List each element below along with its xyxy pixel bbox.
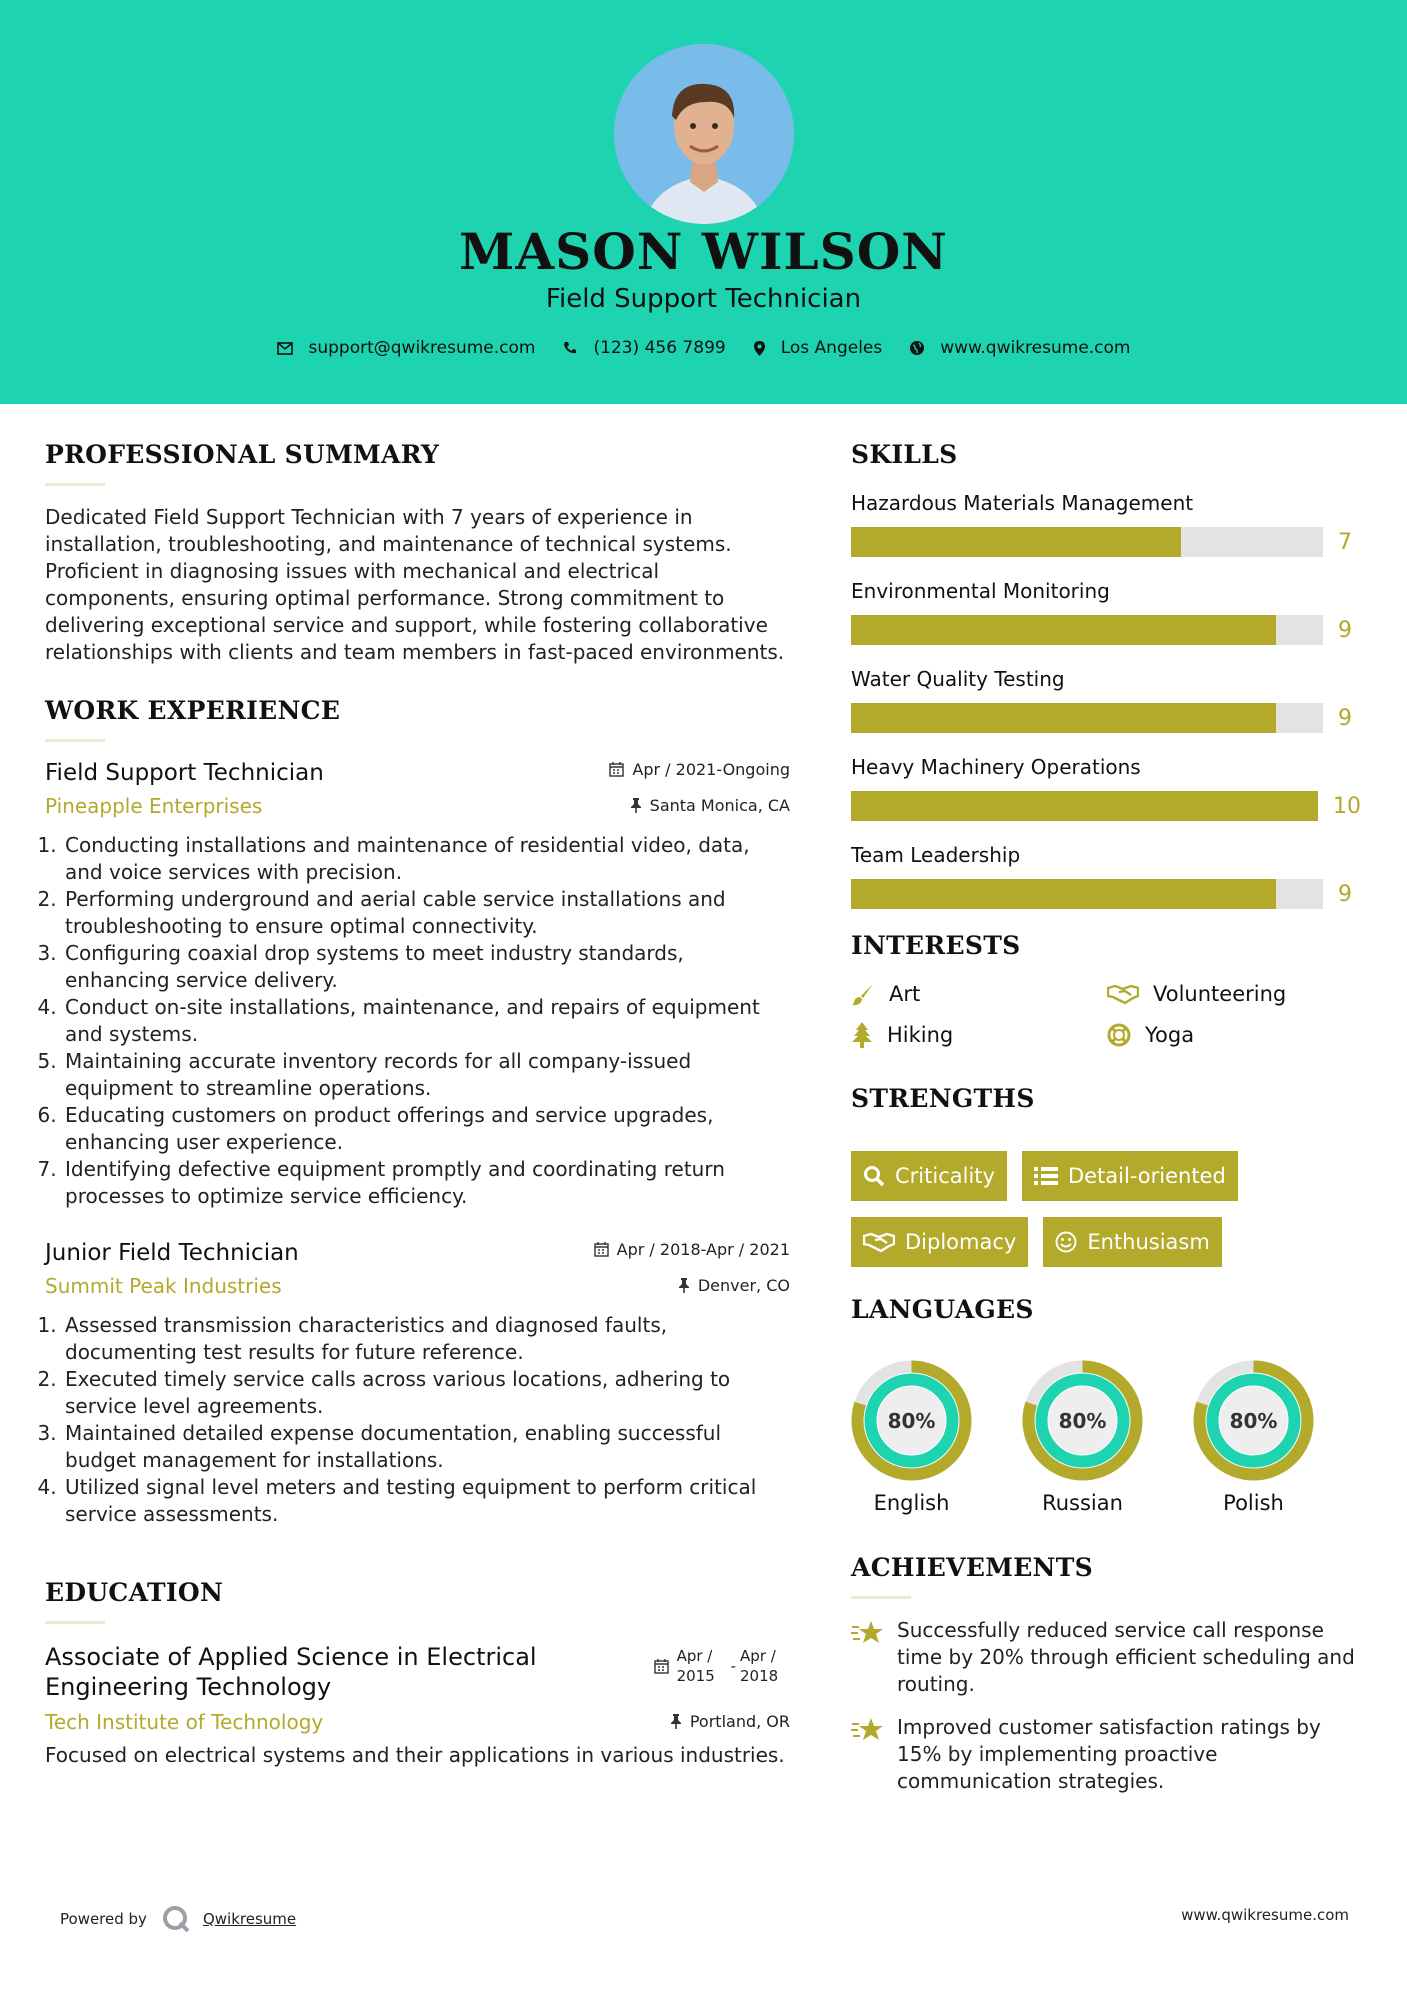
skill-name: Hazardous Materials Management (851, 491, 1194, 515)
qwikresume-logo-icon (161, 1904, 191, 1934)
list-item: 2. Performing underground and aerial cable service installations and troubleshooting to ensure optimal connectivity. (63, 886, 790, 940)
skill-level: 9 (1338, 705, 1352, 731)
language-item (1022, 1360, 1143, 1515)
skill-item (851, 491, 1361, 557)
education-heading: EDUCATION (45, 1578, 224, 1607)
language-ring (851, 1360, 972, 1481)
interest-label: Art (889, 982, 921, 1006)
strength-label: Criticality (895, 1164, 995, 1188)
powered-by-text: Powered by (60, 1910, 147, 1928)
skills-list (851, 491, 1361, 909)
contact-email[interactable] (277, 338, 536, 358)
degree-title: Associate of Applied Science in Electrical Engineering Technology (45, 1643, 537, 1701)
experience-section (45, 696, 790, 1528)
skill-bar (851, 527, 1323, 557)
pushpin-icon (670, 1714, 682, 1729)
school-name: Tech Institute of Technology (45, 1710, 324, 1734)
language-name: Russian (1042, 1491, 1123, 1515)
left-column (45, 440, 790, 1769)
skill-bar-fill (851, 879, 1276, 909)
skill-item (851, 579, 1361, 645)
footer-url[interactable]: www.qwikresume.com (1181, 1906, 1349, 1924)
job-title: Junior Field Technician (45, 1240, 299, 1266)
list-item: 1. Conducting installations and maintenance of residential video, data, and voice services with precision. (63, 832, 790, 886)
strengths-section (851, 1084, 1361, 1267)
job-dates (594, 1240, 790, 1259)
skill-name: Water Quality Testing (851, 667, 1065, 691)
education-end: Apr / 2018 (740, 1647, 779, 1685)
job-location-text: Santa Monica, CA (649, 796, 790, 815)
interests-heading: INTERESTS (851, 931, 1021, 960)
calendar-icon (594, 1242, 609, 1257)
interest-yoga (1107, 1022, 1357, 1048)
strength-label: Enthusiasm (1087, 1230, 1210, 1254)
tree-icon (851, 1022, 873, 1048)
brand-link[interactable]: Qwikresume (202, 1910, 297, 1928)
interests-section (851, 931, 1361, 1048)
skill-name: Team Leadership (851, 843, 1021, 867)
calendar-icon (654, 1659, 669, 1674)
job-entry (45, 760, 790, 1210)
list-item: 2. Executed timely service calls across various locations, adhering to service level agreements. (63, 1366, 790, 1420)
skill-bar-fill (851, 615, 1276, 645)
phone-icon (563, 341, 577, 355)
achievement-text: Improved customer satisfaction ratings by 15% by implementing proactive communication strategies. (897, 1715, 1321, 1793)
languages-list (851, 1360, 1361, 1515)
job-entry (45, 1240, 790, 1528)
job-bullets (45, 1312, 790, 1528)
language-name: Polish (1223, 1491, 1284, 1515)
education-location-text: Portland, OR (689, 1712, 790, 1731)
interest-art (851, 982, 1107, 1006)
search-icon (863, 1165, 885, 1187)
achievement-text: Successfully reduced service call response time by 20% through efficient scheduling and routing. (897, 1618, 1355, 1696)
list-item: 4. Utilized signal level meters and testing equipment to perform critical service assessments. (63, 1474, 790, 1528)
map-pin-icon (754, 341, 765, 356)
list-item: 4. Conduct on-site installations, maintenance, and repairs of equipment and systems. (63, 994, 790, 1048)
education-section (45, 1578, 790, 1769)
candidate-title: Field Support Technician (545, 284, 862, 314)
language-percent: 80% (887, 1408, 936, 1433)
skills-heading: SKILLS (851, 440, 958, 469)
job-location (630, 796, 790, 815)
calendar-icon (609, 762, 624, 777)
skill-bar (851, 791, 1318, 821)
skill-bar (851, 879, 1323, 909)
experience-heading: WORK EXPERIENCE (45, 696, 341, 725)
job-location (678, 1276, 790, 1295)
handshake-icon (1107, 983, 1139, 1005)
achievements-section (851, 1553, 1361, 1795)
pushpin-icon (678, 1278, 690, 1293)
language-item (851, 1360, 972, 1515)
language-ring (1022, 1360, 1143, 1481)
website-text: www.qwikresume.com (940, 338, 1131, 358)
list-item: 6. Educating customers on product offerings and service upgrades, enhancing user experience. (63, 1102, 790, 1156)
list-item: 3. Maintained detailed expense documentation, enabling successful budget management for installations. (63, 1420, 790, 1474)
right-column (851, 440, 1361, 1811)
globe-icon (910, 341, 924, 355)
summary-heading: PROFESSIONAL SUMMARY (45, 440, 440, 469)
strength-label: Detail-oriented (1067, 1164, 1226, 1188)
profile-photo (614, 44, 794, 224)
section-divider (45, 1621, 105, 1624)
language-percent: 80% (1058, 1408, 1107, 1433)
list-icon (1034, 1166, 1058, 1186)
list-item: 3. Configuring coaxial drop systems to meet industry standards, enhancing service delivery. (63, 940, 790, 994)
phone-text: (123) 456 7899 (593, 338, 726, 358)
language-ring (1193, 1360, 1314, 1481)
skill-name: Environmental Monitoring (851, 579, 1110, 603)
skill-item (851, 843, 1361, 909)
contact-website[interactable] (910, 338, 1130, 358)
skill-item (851, 667, 1361, 733)
education-dates: Apr / 2015 - Apr / 2018 (654, 1646, 790, 1686)
strength-badge (851, 1151, 1007, 1201)
job-dates-text: Apr / 2018-Apr / 2021 (616, 1240, 790, 1259)
list-item: 5. Maintaining accurate inventory records for all company-issued equipment to streamline operations. (63, 1048, 790, 1102)
skill-level: 7 (1338, 529, 1352, 555)
section-divider (851, 1596, 911, 1599)
skill-bar (851, 703, 1323, 733)
education-location (670, 1712, 790, 1731)
achievement-item (851, 1617, 1361, 1698)
section-divider (45, 483, 105, 486)
achievement-item (851, 1714, 1361, 1795)
contact-location (754, 338, 883, 358)
education-start: Apr / 2015 (676, 1647, 715, 1685)
interest-label: Volunteering (1153, 982, 1287, 1006)
star-trophy-icon (851, 1716, 885, 1744)
interest-label: Yoga (1145, 1023, 1195, 1047)
interest-volunteering (1107, 982, 1357, 1006)
list-item: 1. Assessed transmission characteristics and diagnosed faults, documenting test results for future reference. (63, 1312, 790, 1366)
contact-bar (0, 338, 1407, 358)
skill-level: 9 (1338, 617, 1352, 643)
languages-heading: LANGUAGES (851, 1295, 1034, 1324)
email-text: support@qwikresume.com (308, 338, 536, 358)
skills-section (851, 440, 1361, 909)
section-divider (45, 739, 105, 742)
skill-level: 10 (1333, 793, 1361, 819)
language-name: English (873, 1491, 950, 1515)
achievements-heading: ACHIEVEMENTS (851, 1553, 1093, 1582)
summary-section (45, 440, 790, 666)
star-trophy-icon (851, 1619, 885, 1647)
job-title: Field Support Technician (45, 760, 324, 786)
smile-icon (1055, 1231, 1077, 1253)
strength-badge (1043, 1217, 1221, 1267)
job-company: Summit Peak Industries (45, 1274, 282, 1298)
paintbrush-icon (851, 982, 875, 1006)
job-location-text: Denver, CO (697, 1276, 790, 1295)
pushpin-icon (630, 798, 642, 813)
person-avatar-icon (614, 44, 794, 224)
education-description: Focused on electrical systems and their applications in various industries. (45, 1743, 785, 1767)
strength-badge (1022, 1151, 1238, 1201)
skill-name: Heavy Machinery Operations (851, 755, 1141, 779)
strength-label: Diplomacy (905, 1230, 1017, 1254)
job-bullets (45, 832, 790, 1210)
skill-bar-fill (851, 703, 1276, 733)
language-item (1193, 1360, 1314, 1515)
skill-bar-fill (851, 527, 1181, 557)
strength-badge (851, 1217, 1028, 1267)
skill-level: 9 (1338, 881, 1352, 907)
resume-header (0, 0, 1407, 404)
lifebuoy-icon (1107, 1023, 1131, 1047)
contact-phone[interactable] (563, 338, 725, 358)
strengths-heading: STRENGTHS (851, 1084, 1035, 1113)
skill-bar (851, 615, 1323, 645)
skill-item (851, 755, 1361, 821)
candidate-name: MASON WILSON (459, 222, 948, 281)
envelope-icon (277, 342, 293, 355)
location-text: Los Angeles (780, 338, 883, 358)
language-percent: 80% (1229, 1408, 1278, 1433)
skill-bar-fill (851, 791, 1318, 821)
interest-hiking (851, 1022, 1107, 1048)
job-company: Pineapple Enterprises (45, 794, 263, 818)
job-dates-text: Apr / 2021-Ongoing (632, 760, 790, 779)
languages-section (851, 1295, 1361, 1515)
footer-powered-by (60, 1904, 296, 1934)
handshake-icon (863, 1231, 895, 1253)
interest-label: Hiking (887, 1023, 954, 1047)
summary-text: Dedicated Field Support Technician with 7 years of experience in installation, troubleshooting, and maintenance of technical systems. Proficient in diagnosing issues with mechanical and electrical components, ensuring optimal performance. Strong commitment to delivering exceptional service and support, while fostering collaborative relationships with clients and team members in fast-paced environments. (45, 505, 785, 664)
list-item: 7. Identifying defective equipment promptly and coordinating return processes to optimize service efficiency. (63, 1156, 790, 1210)
job-dates (609, 760, 790, 779)
